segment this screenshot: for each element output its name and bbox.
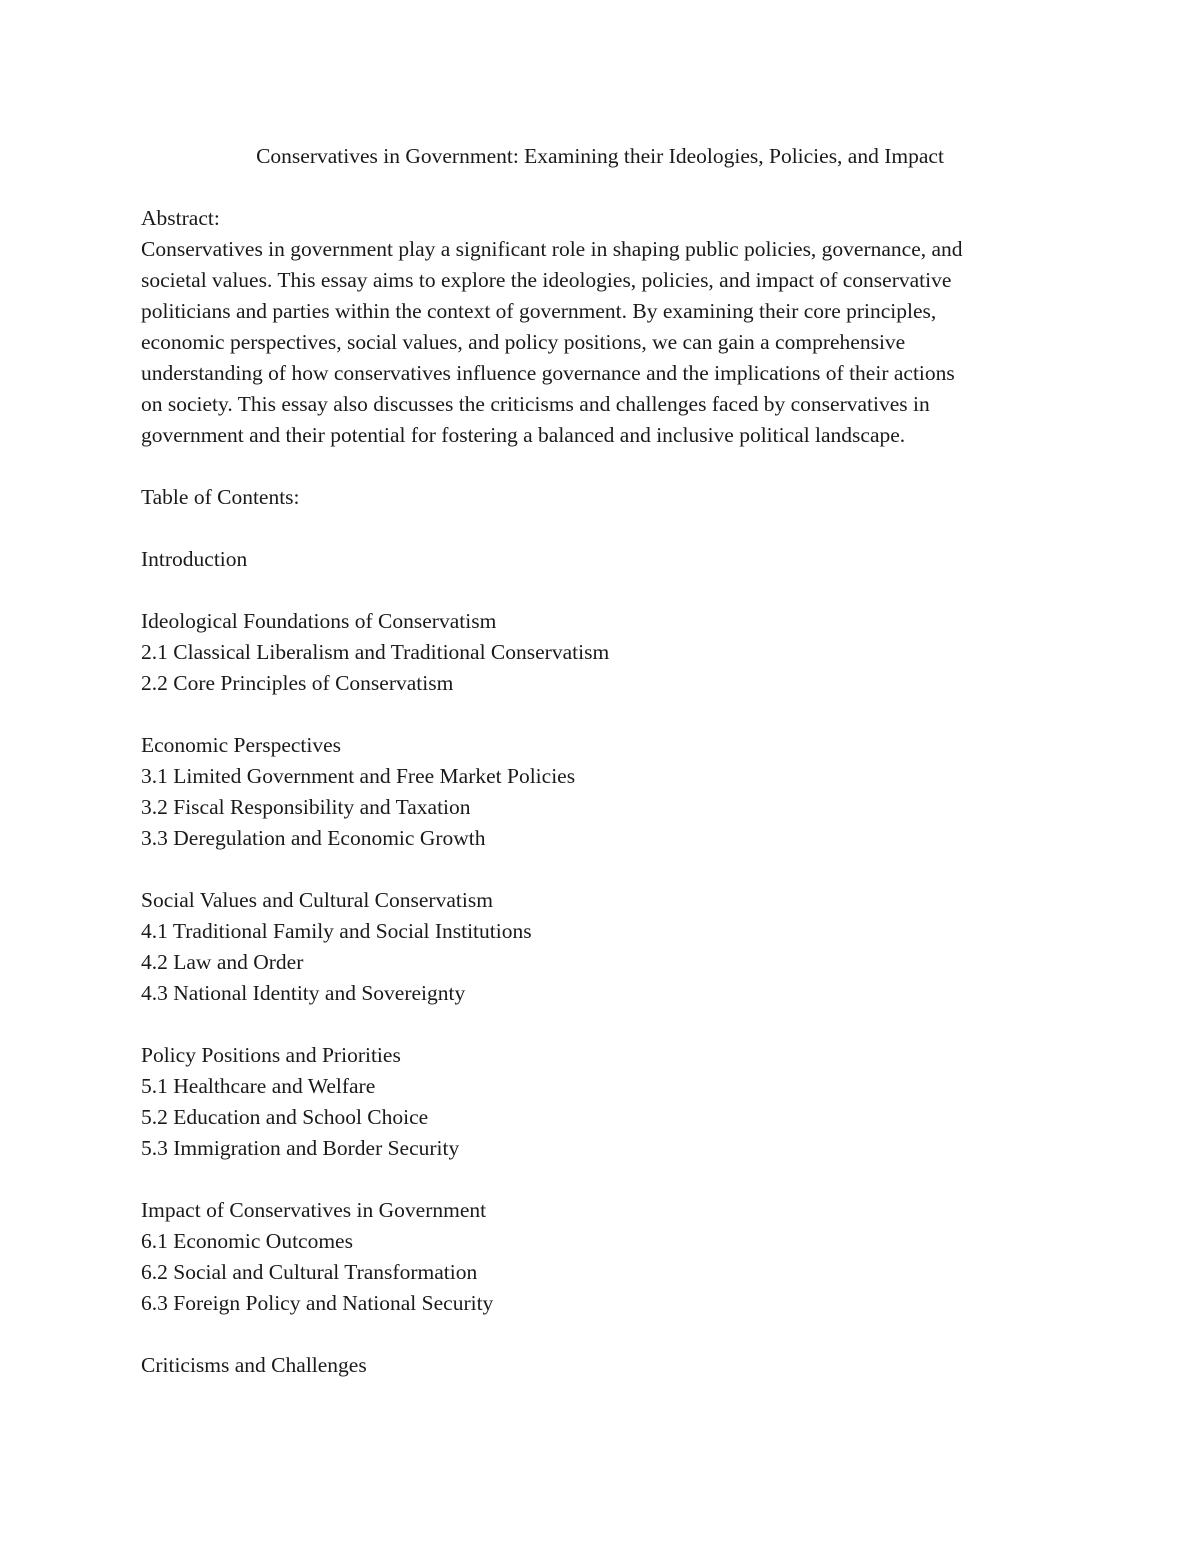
toc-item: 5.2 Education and School Choice — [141, 1105, 429, 1129]
toc-section — [141, 606, 1061, 699]
toc-item: 4.1 Traditional Family and Social Institutions — [141, 919, 532, 943]
abstract-line: politicians and parties within the context of government. By examining their core principles, — [141, 299, 937, 323]
abstract-line: government and their potential for fostering a balanced and inclusive political landscape. — [141, 423, 906, 447]
abstract-line: economic perspectives, social values, and policy positions, we can gain a comprehensive — [141, 330, 906, 354]
abstract-line: on society. This essay also discusses the criticisms and challenges faced by conservatives in — [141, 392, 930, 416]
toc-item: 5.3 Immigration and Border Security — [141, 1136, 460, 1160]
toc-section — [141, 885, 1061, 1009]
toc-section-title: Economic Perspectives — [141, 733, 342, 757]
toc-item: 2.2 Core Principles of Conservatism — [141, 671, 454, 695]
table-of-contents — [141, 482, 1061, 1381]
toc-section-title: Impact of Conservatives in Government — [141, 1198, 487, 1222]
toc-item: 4.3 National Identity and Sovereignty — [141, 981, 466, 1005]
toc-heading: Table of Contents: — [141, 485, 300, 509]
toc-section-title: Criticisms and Challenges — [141, 1353, 367, 1377]
document-title: Conservatives in Government: Examining their Ideologies, Policies, and Impact — [256, 144, 944, 168]
toc-item: 3.2 Fiscal Responsibility and Taxation — [141, 795, 471, 819]
toc-item: 2.1 Classical Liberalism and Traditional Conservatism — [141, 640, 610, 664]
toc-item: 4.2 Law and Order — [141, 950, 304, 974]
toc-item: 6.1 Economic Outcomes — [141, 1229, 353, 1253]
abstract-section — [141, 203, 1061, 451]
abstract-line: Conservatives in government play a significant role in shaping public policies, governance, and — [141, 237, 963, 261]
toc-section — [141, 544, 1061, 575]
toc-section — [141, 1350, 1061, 1381]
toc-section-title: Policy Positions and Priorities — [141, 1043, 401, 1067]
toc-item: 3.1 Limited Government and Free Market Policies — [141, 764, 576, 788]
toc-section-title: Introduction — [141, 547, 248, 571]
abstract-line: societal values. This essay aims to explore the ideologies, policies, and impact of conservative — [141, 268, 952, 292]
toc-item: 6.2 Social and Cultural Transformation — [141, 1260, 478, 1284]
toc-section-title: Social Values and Cultural Conservatism — [141, 888, 493, 912]
toc-item: 3.3 Deregulation and Economic Growth — [141, 826, 486, 850]
toc-section-title: Ideological Foundations of Conservatism — [141, 609, 497, 633]
document-body — [141, 203, 1061, 1381]
abstract-line: understanding of how conservatives influence governance and the implications of their actions — [141, 361, 955, 385]
toc-section — [141, 1195, 1061, 1319]
toc-section — [141, 1040, 1061, 1164]
toc-item: 6.3 Foreign Policy and National Security — [141, 1291, 494, 1315]
toc-section — [141, 730, 1061, 854]
toc-item: 5.1 Healthcare and Welfare — [141, 1074, 376, 1098]
abstract-heading: Abstract: — [141, 206, 220, 230]
